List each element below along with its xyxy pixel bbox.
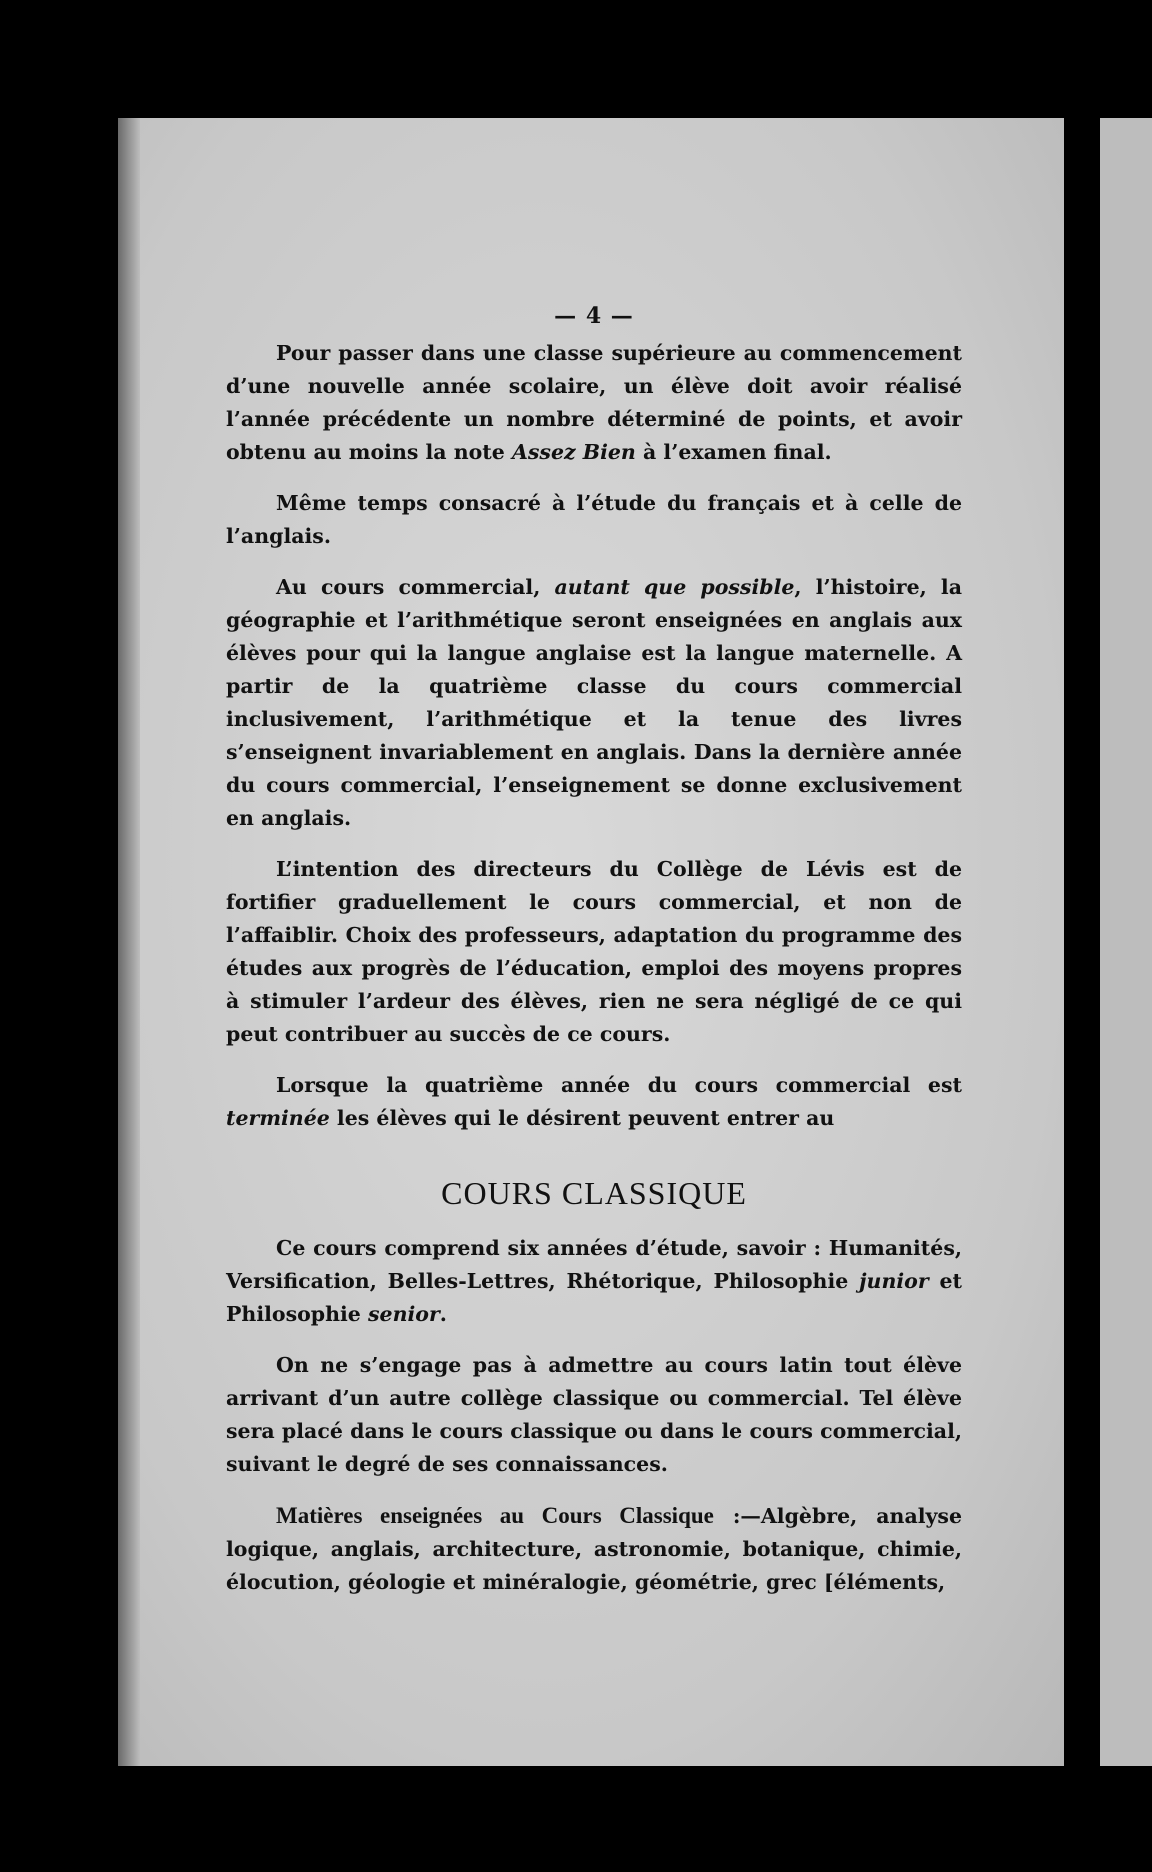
- next-page-edge: [1100, 118, 1152, 1766]
- text-run: , l’histoire, la géographie et l’arithmétique seront enseignées en anglais aux élèves pour qui la langue anglaise est la langue maternelle. A partir de la quatrième classe du cours commercial inclusivement, l’arithmétique et la tenue des livres s’enseignent invariablement en anglais. Dans la dernière année du cours commercial, l’enseignement se donne exclusivement en anglais.: [226, 575, 962, 830]
- paragraph-p7: [226, 1349, 962, 1481]
- paragraph-p2: [226, 487, 962, 553]
- text-run: On ne s’engage pas à admettre au cours latin tout élève arrivant d’un autre collège classique ou commercial. Tel élève sera placé dans le cours classique ou dans le cours commercial, suivant le degré de ses connaissances.: [226, 1353, 962, 1476]
- inline-heading: Matières enseignées au Cours Classique: [276, 1503, 714, 1528]
- page-number: — 4 —: [554, 303, 634, 329]
- text-run: Pour passer dans une classe supérieure au commencement d’une nouvelle année scolaire, un élève doit avoir réalisé l’année précédente un nombre déterminé de points, et avoir obtenu au moins la note: [226, 341, 962, 464]
- page-gutter: [1064, 118, 1100, 1766]
- emphasis-text: Assez Bien: [511, 440, 636, 464]
- paragraph-p1: [226, 337, 962, 469]
- emphasis-text: autant que possible: [554, 575, 795, 599]
- emphasis-text: senior: [368, 1302, 440, 1326]
- page-text: [226, 300, 962, 1617]
- paragraph-p4: [226, 853, 962, 1051]
- paragraph-p6: [226, 1232, 962, 1331]
- body-paragraphs-top: [226, 337, 962, 1135]
- paragraph-p8: [226, 1499, 962, 1599]
- text-run: Au cours commercial,: [276, 575, 555, 599]
- text-run: à l’examen final.: [635, 440, 832, 464]
- body-paragraphs-bottom: [226, 1232, 962, 1599]
- paragraph-p3: [226, 571, 962, 835]
- text-run: Ce cours comprend six années d’étude, savoir : Humanités, Versification, Belles-Lettres, Rhétorique, Philosophie: [226, 1236, 962, 1293]
- text-run: les élèves qui le désirent peuvent entrer au: [329, 1106, 835, 1130]
- section-title: COURS CLASSIQUE: [441, 1175, 747, 1211]
- emphasis-text: terminée: [226, 1106, 330, 1130]
- text-run: Même temps consacré à l’étude du français et à celle de l’anglais.: [226, 491, 962, 548]
- text-run: .: [439, 1302, 447, 1326]
- text-run: Lorsque la quatrième année du cours commercial est: [276, 1073, 962, 1097]
- emphasis-text: junior: [859, 1269, 929, 1293]
- text-run: et Philosophie: [226, 1269, 962, 1326]
- text-run: :—Algèbre, analyse logique, anglais, architecture, astronomie, botanique, chimie, élocution, géologie et minéralogie, géométrie, grec [éléments,: [226, 1504, 963, 1594]
- page-binding-shadow: [118, 118, 140, 1766]
- text-run: L’intention des directeurs du Collège de Lévis est de fortifier graduellement le cours commercial, et non de l’affaiblir. Choix des professeurs, adaptation du programme des études aux progrès de l’éducation, emploi des moyens propres à stimuler l’ardeur des élèves, rien ne sera négligé de ce qui peut contribuer au succès de ce cours.: [226, 857, 962, 1046]
- paragraph-p5: [226, 1069, 962, 1135]
